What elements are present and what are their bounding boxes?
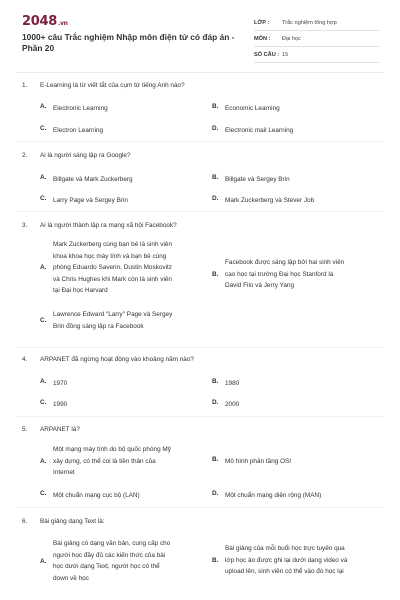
- question-separator: [16, 347, 384, 348]
- option-c[interactable]: C. Lawrence Edward "Larry" Page và Sergey Brin đồng sáng lập ra Facebook: [40, 311, 173, 330]
- question-separator: [16, 141, 384, 142]
- option-c[interactable]: C. Một chuẩn mạng cục bộ (LAN): [40, 490, 140, 499]
- document-header: [0, 0, 400, 70]
- question-text: 4. ARPANET đã ngừng hoạt động vào khoảng năm nào?: [22, 356, 194, 363]
- question-separator: [16, 507, 384, 508]
- document-title: 1000+ câu Trắc nghiệm Nhập môn điện tử có đáp án - Phần 20: [22, 32, 235, 53]
- option-c[interactable]: C. Electron Learning: [40, 125, 104, 134]
- option-c[interactable]: C. Larry Page và Sergey Brin: [40, 195, 128, 204]
- meta-value: 15: [282, 51, 289, 58]
- option-b[interactable]: B. Bài giảng của mỗi buổi học trực tuyến qua lớp học ảo được ghi lại dưới dạng video và upload lên, sinh viên có thể vào đó học lại: [212, 545, 348, 576]
- meta-value: Trắc nghiệm tổng hợp: [282, 19, 337, 26]
- option-a[interactable]: A. Mark Zuckerberg cùng bạn bè là sinh viên khoa khoa học máy tính và bạn bè cùng phòng Eduardo Saverin, Dustin Moskovitz và Chris Hughes khi Mark còn là sinh viên tại Đại học Harvard: [40, 241, 173, 295]
- question-separator: [16, 211, 384, 212]
- question-separator: [16, 416, 384, 417]
- option-d[interactable]: D. Một chuẩn mạng diện rộng (MAN): [212, 490, 322, 499]
- option-b[interactable]: B. Mô hình phân tầng OSI: [212, 456, 292, 465]
- meta-row-subject: [254, 31, 380, 47]
- option-d[interactable]: D. Electronic mail Learning: [212, 125, 294, 134]
- meta-key: SỐ CÂU :: [254, 51, 280, 58]
- meta-row-count: [254, 47, 380, 63]
- question-text: 6. Bài giảng dạng Text là:: [22, 518, 105, 525]
- option-c[interactable]: C. 1990: [40, 399, 68, 408]
- meta-key: LỚP :: [254, 19, 270, 26]
- option-a[interactable]: A. 1970: [40, 378, 68, 387]
- option-d[interactable]: D. Mark Zuckerberg và Stever Job: [212, 195, 315, 204]
- option-a[interactable]: A. Bài giảng có dạng văn bản, cung cấp cho người học đầy đủ các kiến thức của bài học dưới dạng Text, người học có thể down về học: [40, 540, 171, 582]
- question-text: 5. ARPANET là?: [22, 426, 80, 433]
- question-text: 2. Ai là người sáng lập ra Google?: [22, 152, 131, 159]
- option-b[interactable]: B. Economic Learning: [212, 103, 280, 112]
- meta-value: Đại học: [282, 35, 301, 42]
- option-b[interactable]: B. Facebook được sáng lập bởi hai sinh viên cao học tại trường Đại học Stanford là David Filo và Jerry Yang: [212, 259, 345, 290]
- logo-tld: .vn: [57, 20, 68, 27]
- meta-row-class: [254, 15, 380, 31]
- site-logo[interactable]: [22, 14, 68, 29]
- meta-key: MÔN :: [254, 35, 271, 42]
- header-divider: [16, 72, 384, 73]
- question-text: 3. Ai là người thành lập ra mạng xã hội Facebook?: [22, 222, 177, 229]
- option-a[interactable]: A. Một mạng máy tính do bộ quốc phòng Mỹ xây dựng, có thể coi là tiền thân của Internet: [40, 446, 171, 477]
- option-a[interactable]: A. Billgate và Mark Zuckerberg: [40, 174, 133, 183]
- option-b[interactable]: B. Billgate và Sergey Brin: [212, 174, 290, 183]
- option-b[interactable]: B. 1980: [212, 378, 240, 387]
- option-a[interactable]: A. Electronic Learning: [40, 103, 108, 112]
- question-text: 1. E-Learning là từ viết tắt của cụm từ tiếng Anh nào?: [22, 82, 185, 89]
- option-d[interactable]: D. 2000: [212, 399, 240, 408]
- document-meta-table: [254, 15, 380, 63]
- logo-main: 2048: [22, 14, 57, 29]
